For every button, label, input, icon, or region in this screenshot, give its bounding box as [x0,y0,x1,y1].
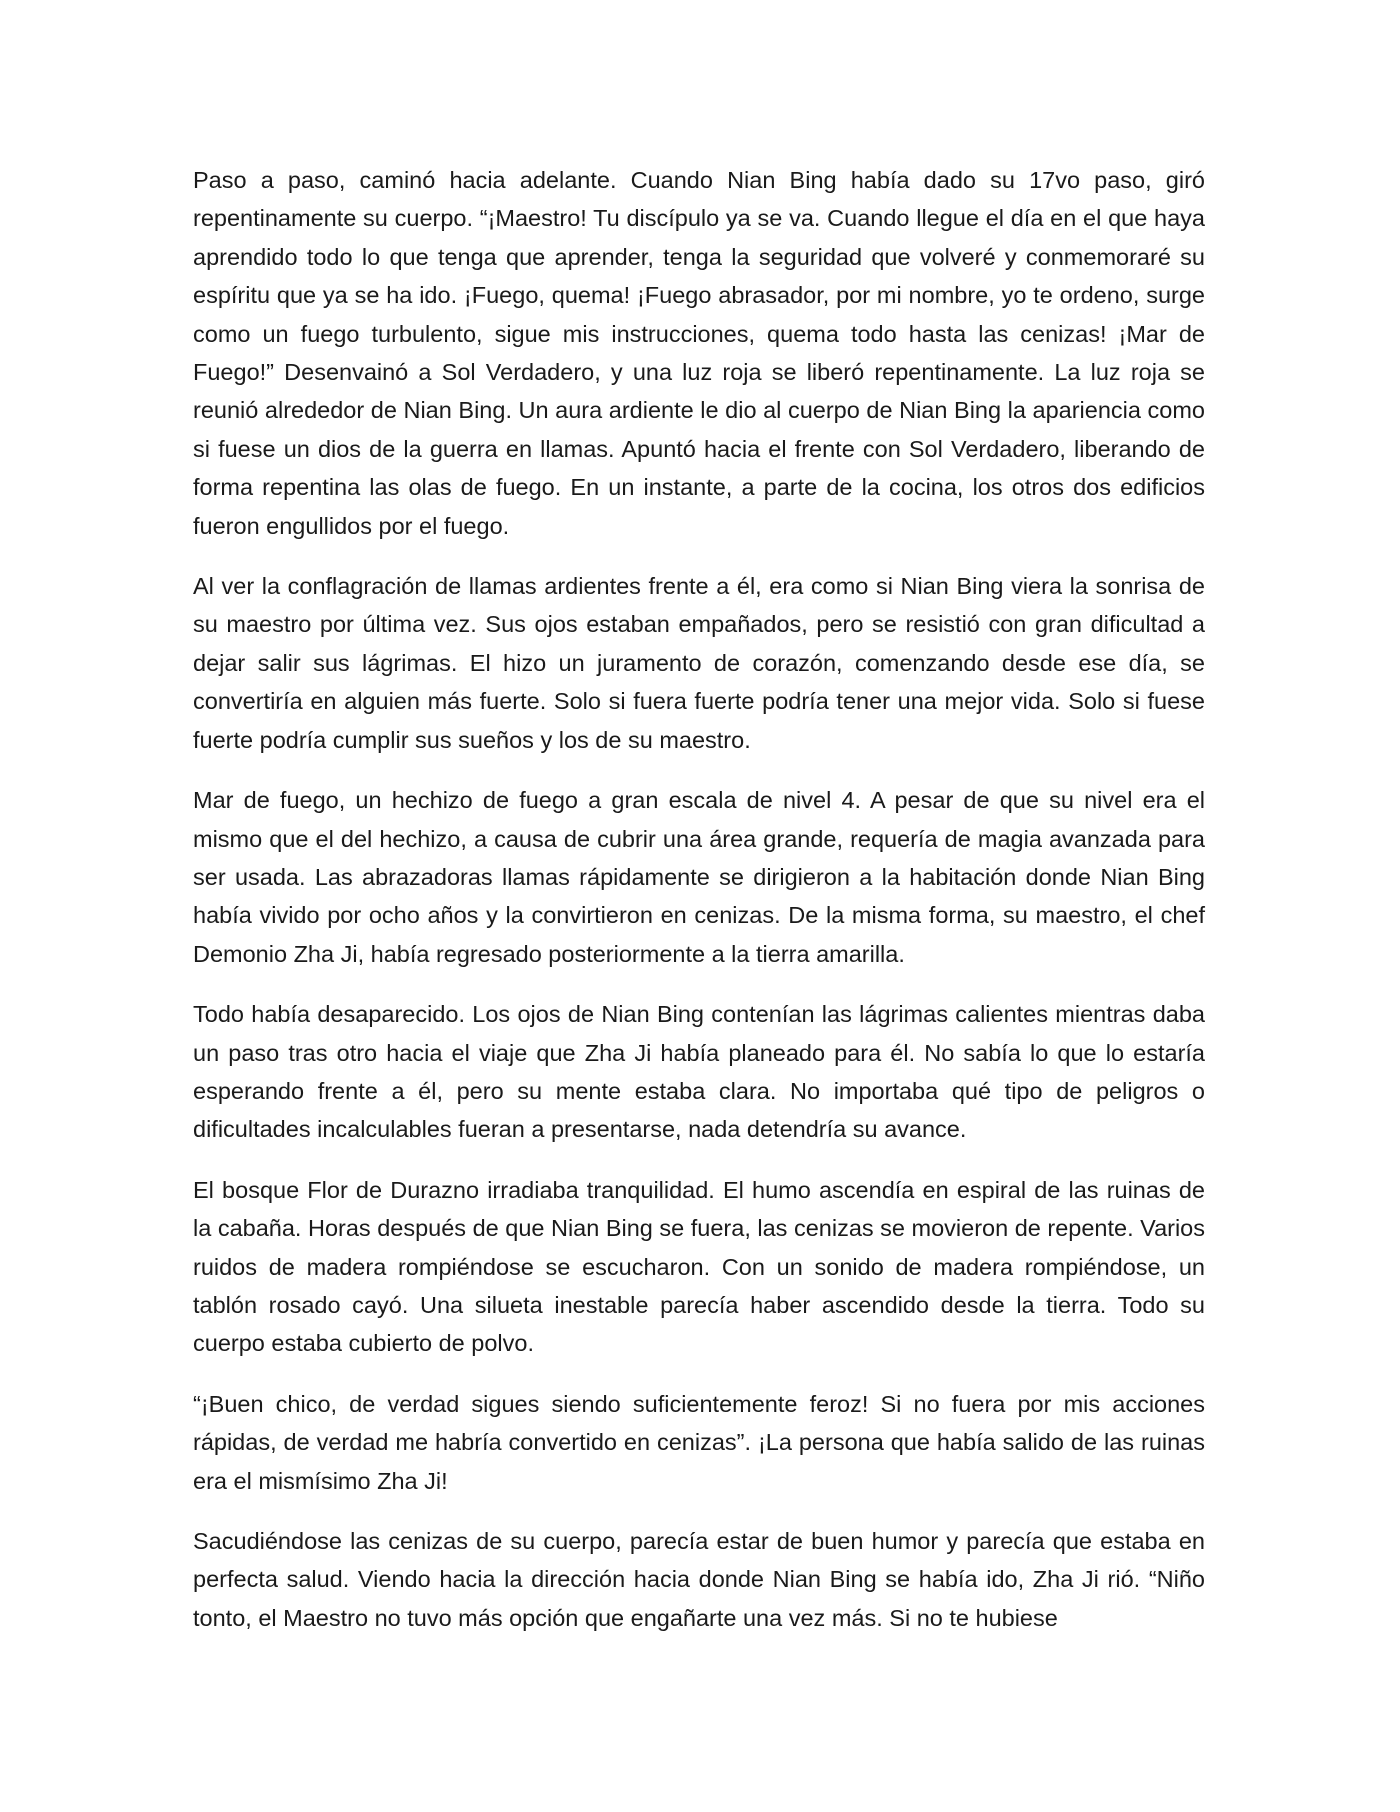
document-body [193,161,1205,1659]
paragraph-7: Sacudiéndose las cenizas de su cuerpo, parecía estar de buen humor y parecía que estaba en perfecta salud. Viendo hacia la dirección hacia donde Nian Bing se había ido, Zha Ji rió. “Niño tonto, el Maestro no tuvo más opción que engañarte una vez más. Si no te hubiese [193,1528,1205,1631]
paragraph-2: Al ver la conflagración de llamas ardientes frente a él, era como si Nian Bing viera la sonrisa de su maestro por última vez. Sus ojos estaban empañados, pero se resistió con gran dificultad a dejar salir sus lágrimas. El hizo un juramento de corazón, comenzando desde ese día, se convertiría en alguien más fuerte. Solo si fuera fuerte podría tener una mejor vida. Solo si fuese fuerte podría cumplir sus sueños y los de su maestro. [193,573,1205,753]
paragraph-1: Paso a paso, caminó hacia adelante. Cuando Nian Bing había dado su 17vo paso, giró repentinamente su cuerpo. “¡Maestro! Tu discípulo ya se va. Cuando llegue el día en el que haya aprendido todo lo que tenga que aprender, tenga la seguridad que volveré y conmemoraré su espíritu que ya se ha ido. ¡Fuego, quema! ¡Fuego abrasador, por mi nombre, yo te ordeno, surge como un fuego turbulento, sigue mis instrucciones, quema todo hasta las cenizas! ¡Mar de Fuego!” Desenvainó a Sol Verdadero, y una luz roja se liberó repentinamente. La luz roja se reunió alrededor de Nian Bing. Un aura ardiente le dio al cuerpo de Nian Bing la apariencia como si fuese un dios de la guerra en llamas. Apuntó hacia el frente con Sol Verdadero, liberando de forma repentina las olas de fuego. En un instante, a parte de la cocina, los otros dos edificios fueron engullidos por el fuego. [193,167,1205,539]
paragraph-6: “¡Buen chico, de verdad sigues siendo suficientemente feroz! Si no fuera por mis acciones rápidas, de verdad me habría convertido en cenizas”. ¡La persona que había salido de las ruinas era el mismísimo Zha Ji! [193,1390,1205,1494]
paragraph-5: El bosque Flor de Durazno irradiaba tranquilidad. El humo ascendía en espiral de las ruinas de la cabaña. Horas después de que Nian Bing se fuera, las cenizas se movieron de repente. Varios ruidos de madera rompiéndose se escucharon. Con un sonido de madera rompiéndose, un tablón rosado cayó. Una silueta inestable parecía haber ascendido desde la tierra. Todo su cuerpo estaba cubierto de polvo. [193,1176,1205,1357]
paragraph-3: Mar de fuego, un hechizo de fuego a gran escala de nivel 4. A pesar de que su nivel era el mismo que el del hechizo, a causa de cubrir una área grande, requería de magia avanzada para ser usada. Las abrazadoras llamas rápidamente se dirigieron a la habitación donde Nian Bing había vivido por ocho años y la convirtieron en cenizas. De la misma forma, su maestro, el chef Demonio Zha Ji, había regresado posteriormente a la tierra amarilla. [193,787,1205,967]
paragraph-4: Todo había desaparecido. Los ojos de Nian Bing contenían las lágrimas calientes mientras daba un paso tras otro hacia el viaje que Zha Ji había planeado para él. No sabía lo que lo estaría esperando frente a él, pero su mente estaba clara. No importaba qué tipo de peligros o dificultades incalculables fueran a presentarse, nada detendría su avance. [193,1001,1205,1143]
